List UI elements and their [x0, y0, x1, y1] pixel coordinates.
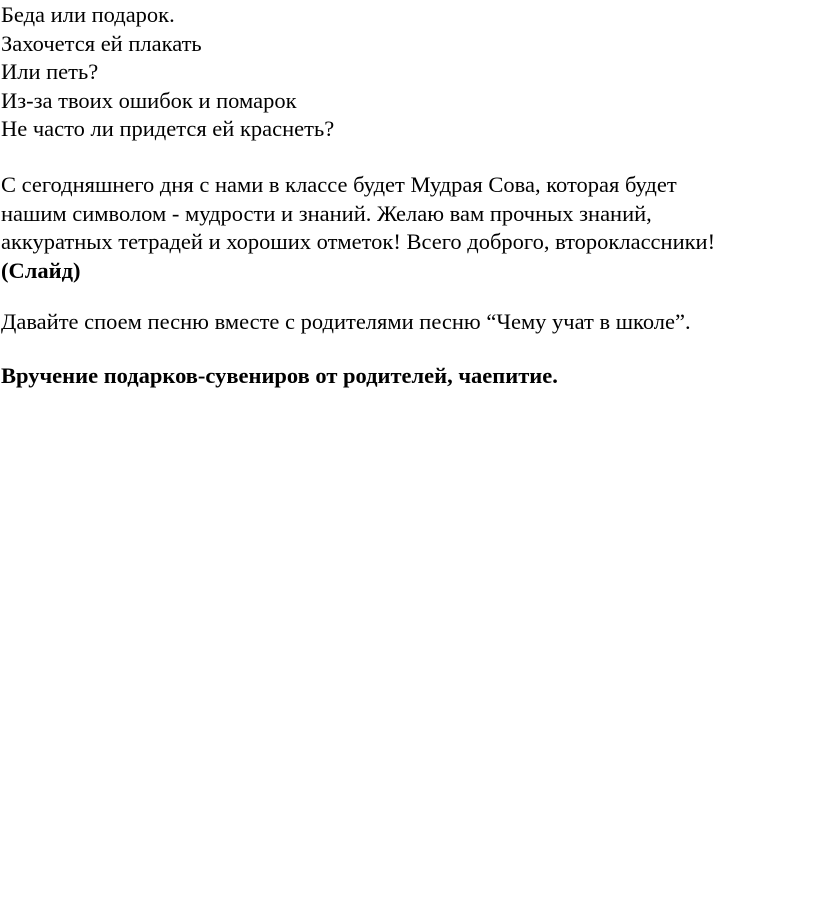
gifts-paragraph — [1, 362, 801, 391]
paragraph-line: аккуратных тетрадей и хороших отметок! Всего доброго, второклассники! — [1, 229, 716, 254]
poem-line: Захочется ей плакать — [1, 30, 202, 56]
poem-line: Не часто ли придется ей краснеть? — [1, 116, 335, 141]
paragraph-line: Вручение подарков-сувениров от родителей, чаепитие. — [1, 363, 558, 388]
poem-line: Беда или подарок. — [1, 2, 175, 27]
paragraph-line: Давайте споем песню вместе с родителями песню “Чему учат в школе”. — [1, 309, 691, 334]
paragraph-line: С сегодняшнего дня с нами в классе будет Мудрая Сова, которая будет — [1, 172, 677, 197]
poem-stanza — [1, 1, 801, 144]
poem-line: Из-за твоих ошибок и помарок — [1, 87, 297, 113]
slide-note: (Слайд) — [1, 257, 81, 283]
song-paragraph — [1, 308, 801, 337]
owl-paragraph — [1, 171, 801, 285]
poem-line: Или петь? — [1, 59, 99, 84]
paragraph-line: нашим символом - мудрости и знаний. Желаю вам прочных знаний, — [1, 200, 652, 226]
